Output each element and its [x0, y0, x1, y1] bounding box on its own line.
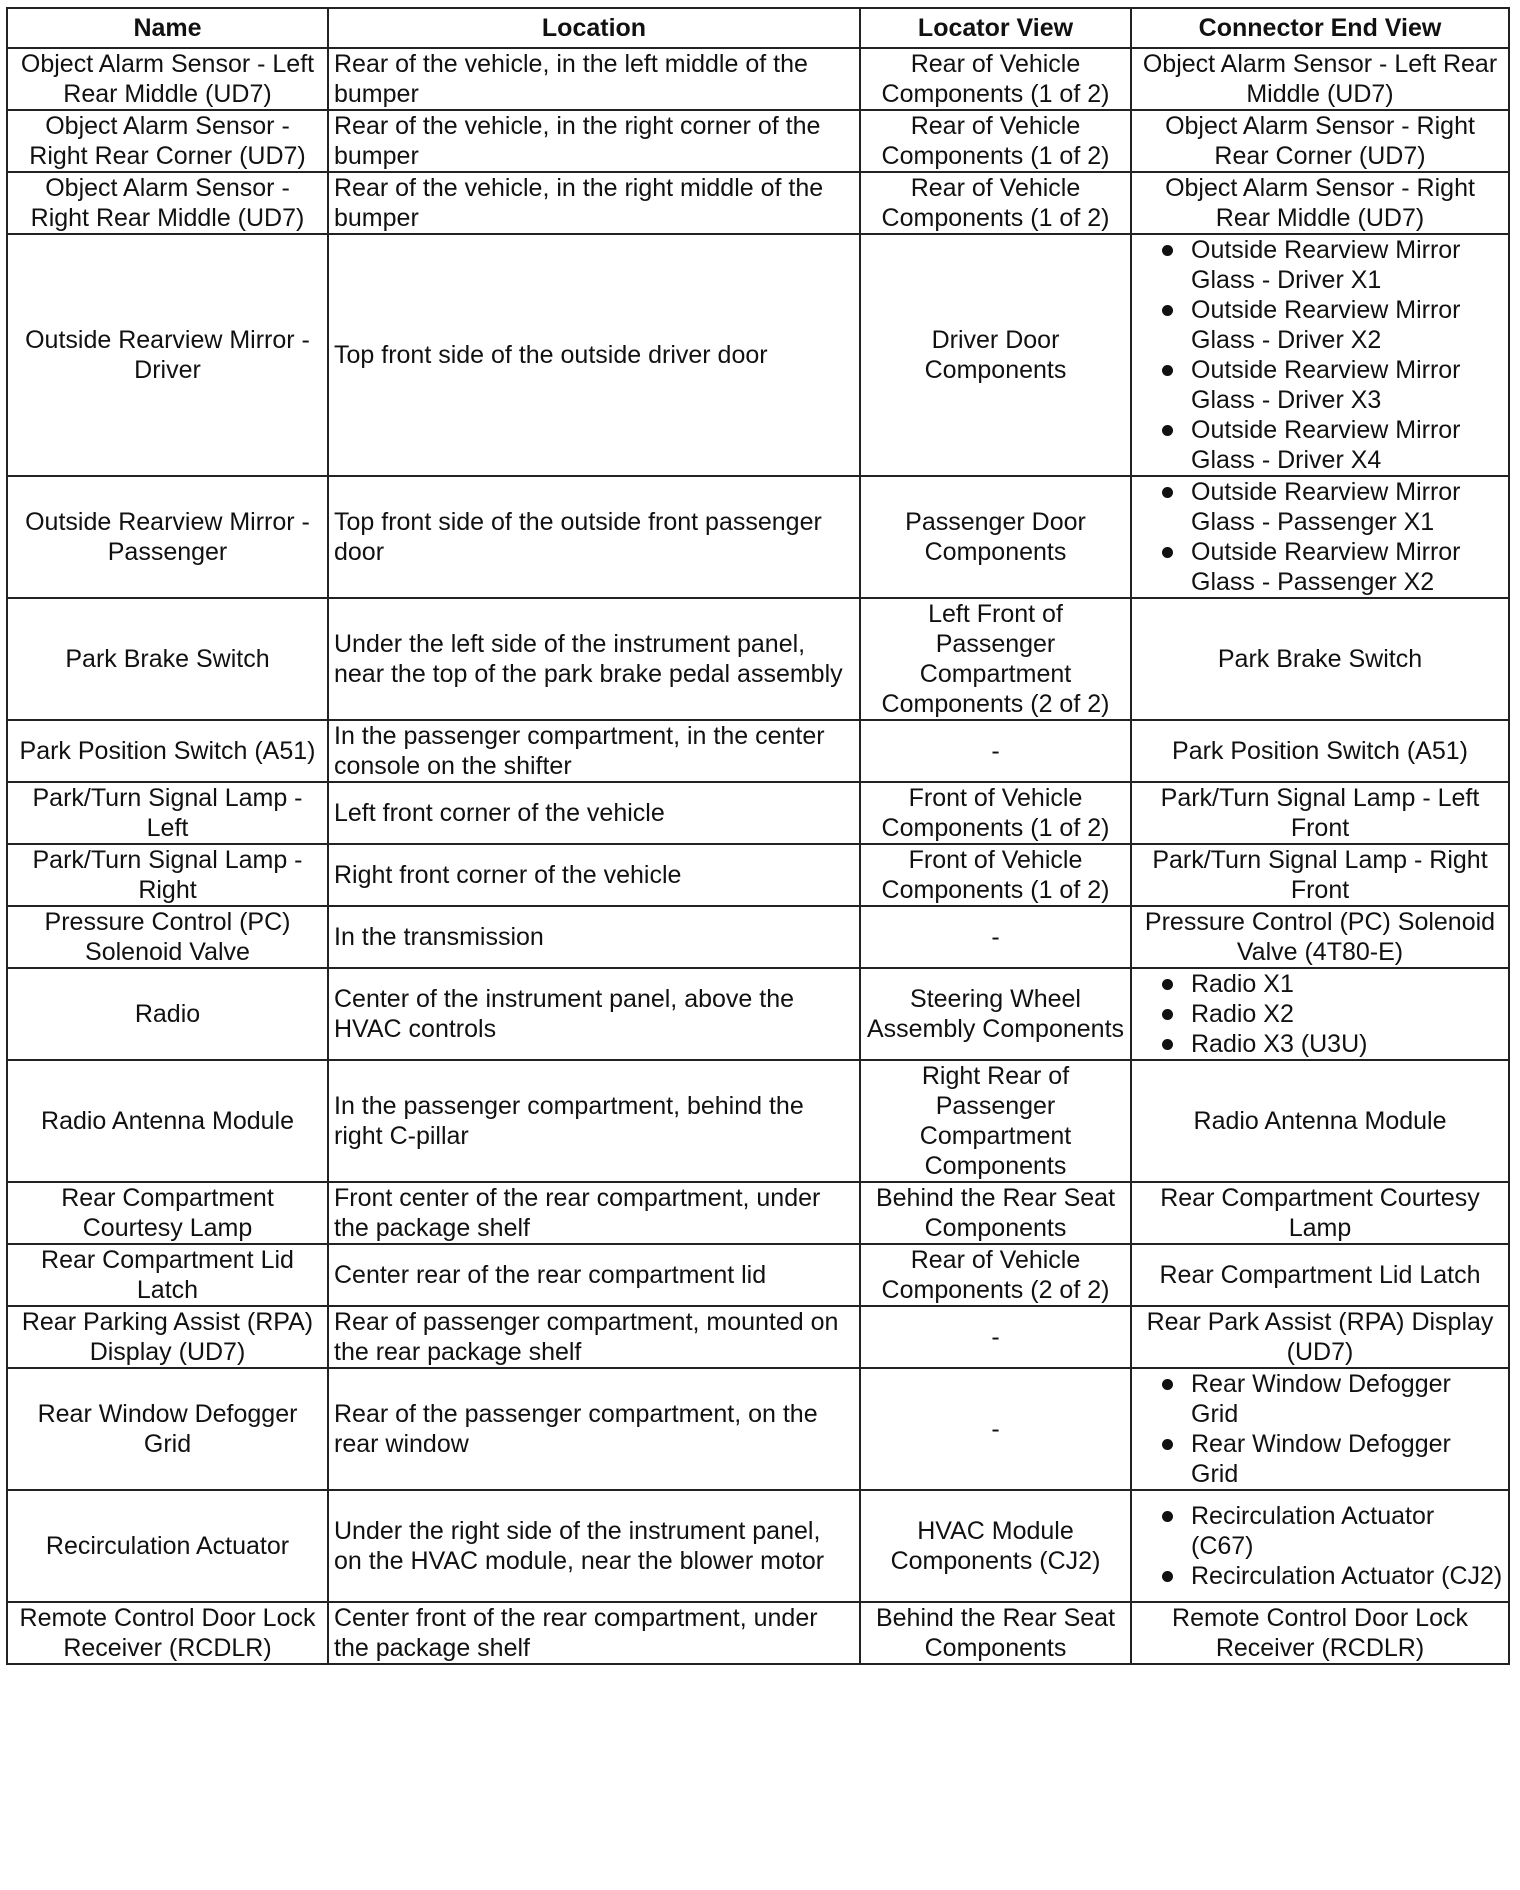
row-connector-cell: Park/Turn Signal Lamp - Right Front — [1131, 844, 1509, 906]
row-locator-view-cell: - — [860, 1368, 1131, 1490]
row-name-cell: Radio Antenna Module — [7, 1060, 328, 1182]
row-name-cell: Radio — [7, 968, 328, 1060]
table-row — [7, 1182, 1509, 1244]
row-locator-view-cell: - — [860, 1306, 1131, 1368]
connector-list-item: Radio X3 (U3U) — [1162, 1029, 1503, 1059]
row-name-cell: Outside Rearview Mirror - Driver — [7, 234, 328, 476]
row-connector-cell: Remote Control Door Lock Receiver (RCDLR) — [1131, 1602, 1509, 1664]
connector-list-item: Outside Rearview Mirror Glass - Driver X1 — [1162, 235, 1503, 295]
row-name-cell: Park Brake Switch — [7, 598, 328, 720]
table-row — [7, 172, 1509, 234]
row-locator-view-cell: Passenger Door Components — [860, 476, 1131, 598]
row-location-cell: Under the right side of the instrument panel, on the HVAC module, near the blower motor — [328, 1490, 860, 1602]
row-location-cell: Top front side of the outside driver door — [328, 234, 860, 476]
table-row — [7, 598, 1509, 720]
table-row — [7, 1060, 1509, 1182]
row-connector-cell — [1131, 234, 1509, 476]
table-row — [7, 1244, 1509, 1306]
row-connector-cell — [1131, 968, 1509, 1060]
row-name-cell: Rear Compartment Courtesy Lamp — [7, 1182, 328, 1244]
table-row — [7, 110, 1509, 172]
connector-list — [1137, 477, 1503, 597]
row-location-cell: Rear of the vehicle, in the right middle of the bumper — [328, 172, 860, 234]
table-row — [7, 844, 1509, 906]
row-location-cell: In the transmission — [328, 906, 860, 968]
row-locator-view-cell: Left Front of Passenger Compartment Components (2 of 2) — [860, 598, 1131, 720]
component-locator-table — [6, 7, 1510, 1665]
row-connector-cell — [1131, 1490, 1509, 1602]
row-location-cell: Center front of the rear compartment, under the package shelf — [328, 1602, 860, 1664]
row-connector-cell — [1131, 476, 1509, 598]
row-location-cell: Left front corner of the vehicle — [328, 782, 860, 844]
row-location-cell: Center of the instrument panel, above the HVAC controls — [328, 968, 860, 1060]
row-location-cell: Right front corner of the vehicle — [328, 844, 860, 906]
row-connector-cell: Park Position Switch (A51) — [1131, 720, 1509, 782]
row-name-cell: Park Position Switch (A51) — [7, 720, 328, 782]
row-location-cell: Center rear of the rear compartment lid — [328, 1244, 860, 1306]
row-name-cell: Recirculation Actuator — [7, 1490, 328, 1602]
row-connector-cell: Radio Antenna Module — [1131, 1060, 1509, 1182]
row-location-cell: In the passenger compartment, in the center console on the shifter — [328, 720, 860, 782]
header-locator-view: Locator View — [860, 8, 1131, 48]
row-name-cell: Park/Turn Signal Lamp - Right — [7, 844, 328, 906]
row-connector-cell: Object Alarm Sensor - Right Rear Corner (UD7) — [1131, 110, 1509, 172]
row-connector-cell: Rear Park Assist (RPA) Display (UD7) — [1131, 1306, 1509, 1368]
row-name-cell: Remote Control Door Lock Receiver (RCDLR) — [7, 1602, 328, 1664]
row-location-cell: Front center of the rear compartment, under the package shelf — [328, 1182, 860, 1244]
row-name-cell: Pressure Control (PC) Solenoid Valve — [7, 906, 328, 968]
table-row — [7, 968, 1509, 1060]
header-row — [7, 8, 1509, 48]
connector-list-item: Outside Rearview Mirror Glass - Driver X3 — [1162, 355, 1503, 415]
row-locator-view-cell: HVAC Module Components (CJ2) — [860, 1490, 1131, 1602]
table-row — [7, 1490, 1509, 1602]
connector-list — [1137, 1501, 1503, 1591]
row-connector-cell — [1131, 1368, 1509, 1490]
row-locator-view-cell: Rear of Vehicle Components (1 of 2) — [860, 48, 1131, 110]
row-name-cell: Park/Turn Signal Lamp - Left — [7, 782, 328, 844]
table-body — [7, 48, 1509, 1664]
row-name-cell: Object Alarm Sensor - Right Rear Corner (UD7) — [7, 110, 328, 172]
row-locator-view-cell: - — [860, 906, 1131, 968]
row-connector-cell: Park/Turn Signal Lamp - Left Front — [1131, 782, 1509, 844]
row-connector-cell: Park Brake Switch — [1131, 598, 1509, 720]
row-location-cell: Under the left side of the instrument panel, near the top of the park brake pedal assembly — [328, 598, 860, 720]
row-name-cell: Object Alarm Sensor - Right Rear Middle (UD7) — [7, 172, 328, 234]
row-location-cell: Rear of the vehicle, in the left middle of the bumper — [328, 48, 860, 110]
connector-list-item: Radio X1 — [1162, 969, 1503, 999]
row-locator-view-cell: Rear of Vehicle Components (1 of 2) — [860, 172, 1131, 234]
header-location: Location — [328, 8, 860, 48]
connector-list — [1137, 235, 1503, 475]
row-connector-cell: Object Alarm Sensor - Left Rear Middle (UD7) — [1131, 48, 1509, 110]
row-name-cell: Object Alarm Sensor - Left Rear Middle (UD7) — [7, 48, 328, 110]
table-row — [7, 476, 1509, 598]
connector-list — [1137, 969, 1503, 1059]
connector-list-item: Outside Rearview Mirror Glass - Passenger X2 — [1162, 537, 1503, 597]
row-locator-view-cell: Steering Wheel Assembly Components — [860, 968, 1131, 1060]
connector-list-item: Rear Window Defogger Grid — [1162, 1369, 1503, 1429]
row-name-cell: Rear Window Defogger Grid — [7, 1368, 328, 1490]
table-row — [7, 48, 1509, 110]
connector-list-item: Radio X2 — [1162, 999, 1503, 1029]
row-connector-cell: Pressure Control (PC) Solenoid Valve (4T80-E) — [1131, 906, 1509, 968]
table-row — [7, 1306, 1509, 1368]
component-locator-table-container — [6, 7, 1508, 1665]
row-location-cell: In the passenger compartment, behind the right C-pillar — [328, 1060, 860, 1182]
row-name-cell: Rear Compartment Lid Latch — [7, 1244, 328, 1306]
row-locator-view-cell: Front of Vehicle Components (1 of 2) — [860, 782, 1131, 844]
row-location-cell: Rear of the passenger compartment, on the rear window — [328, 1368, 860, 1490]
row-locator-view-cell: Right Rear of Passenger Compartment Components — [860, 1060, 1131, 1182]
table-row — [7, 234, 1509, 476]
row-locator-view-cell: - — [860, 720, 1131, 782]
row-locator-view-cell: Rear of Vehicle Components (1 of 2) — [860, 110, 1131, 172]
connector-list-item: Outside Rearview Mirror Glass - Driver X4 — [1162, 415, 1503, 475]
row-locator-view-cell: Front of Vehicle Components (1 of 2) — [860, 844, 1131, 906]
row-connector-cell: Object Alarm Sensor - Right Rear Middle (UD7) — [1131, 172, 1509, 234]
header-name: Name — [7, 8, 328, 48]
table-row — [7, 1602, 1509, 1664]
connector-list — [1137, 1369, 1503, 1489]
connector-list-item: Outside Rearview Mirror Glass - Passenger X1 — [1162, 477, 1503, 537]
row-locator-view-cell: Behind the Rear Seat Components — [860, 1602, 1131, 1664]
table-row — [7, 906, 1509, 968]
header-connector-end-view: Connector End View — [1131, 8, 1509, 48]
row-location-cell: Rear of the vehicle, in the right corner of the bumper — [328, 110, 860, 172]
connector-list-item: Outside Rearview Mirror Glass - Driver X2 — [1162, 295, 1503, 355]
connector-list-item: Recirculation Actuator (C67) — [1162, 1501, 1503, 1561]
table-row — [7, 1368, 1509, 1490]
row-connector-cell: Rear Compartment Lid Latch — [1131, 1244, 1509, 1306]
row-connector-cell: Rear Compartment Courtesy Lamp — [1131, 1182, 1509, 1244]
connector-list-item: Rear Window Defogger Grid — [1162, 1429, 1503, 1489]
row-locator-view-cell: Rear of Vehicle Components (2 of 2) — [860, 1244, 1131, 1306]
table-row — [7, 720, 1509, 782]
connector-list-item: Recirculation Actuator (CJ2) — [1162, 1561, 1503, 1591]
row-name-cell: Outside Rearview Mirror - Passenger — [7, 476, 328, 598]
row-location-cell: Top front side of the outside front passenger door — [328, 476, 860, 598]
row-location-cell: Rear of passenger compartment, mounted on the rear package shelf — [328, 1306, 860, 1368]
table-row — [7, 782, 1509, 844]
row-locator-view-cell: Driver Door Components — [860, 234, 1131, 476]
row-name-cell: Rear Parking Assist (RPA) Display (UD7) — [7, 1306, 328, 1368]
row-locator-view-cell: Behind the Rear Seat Components — [860, 1182, 1131, 1244]
